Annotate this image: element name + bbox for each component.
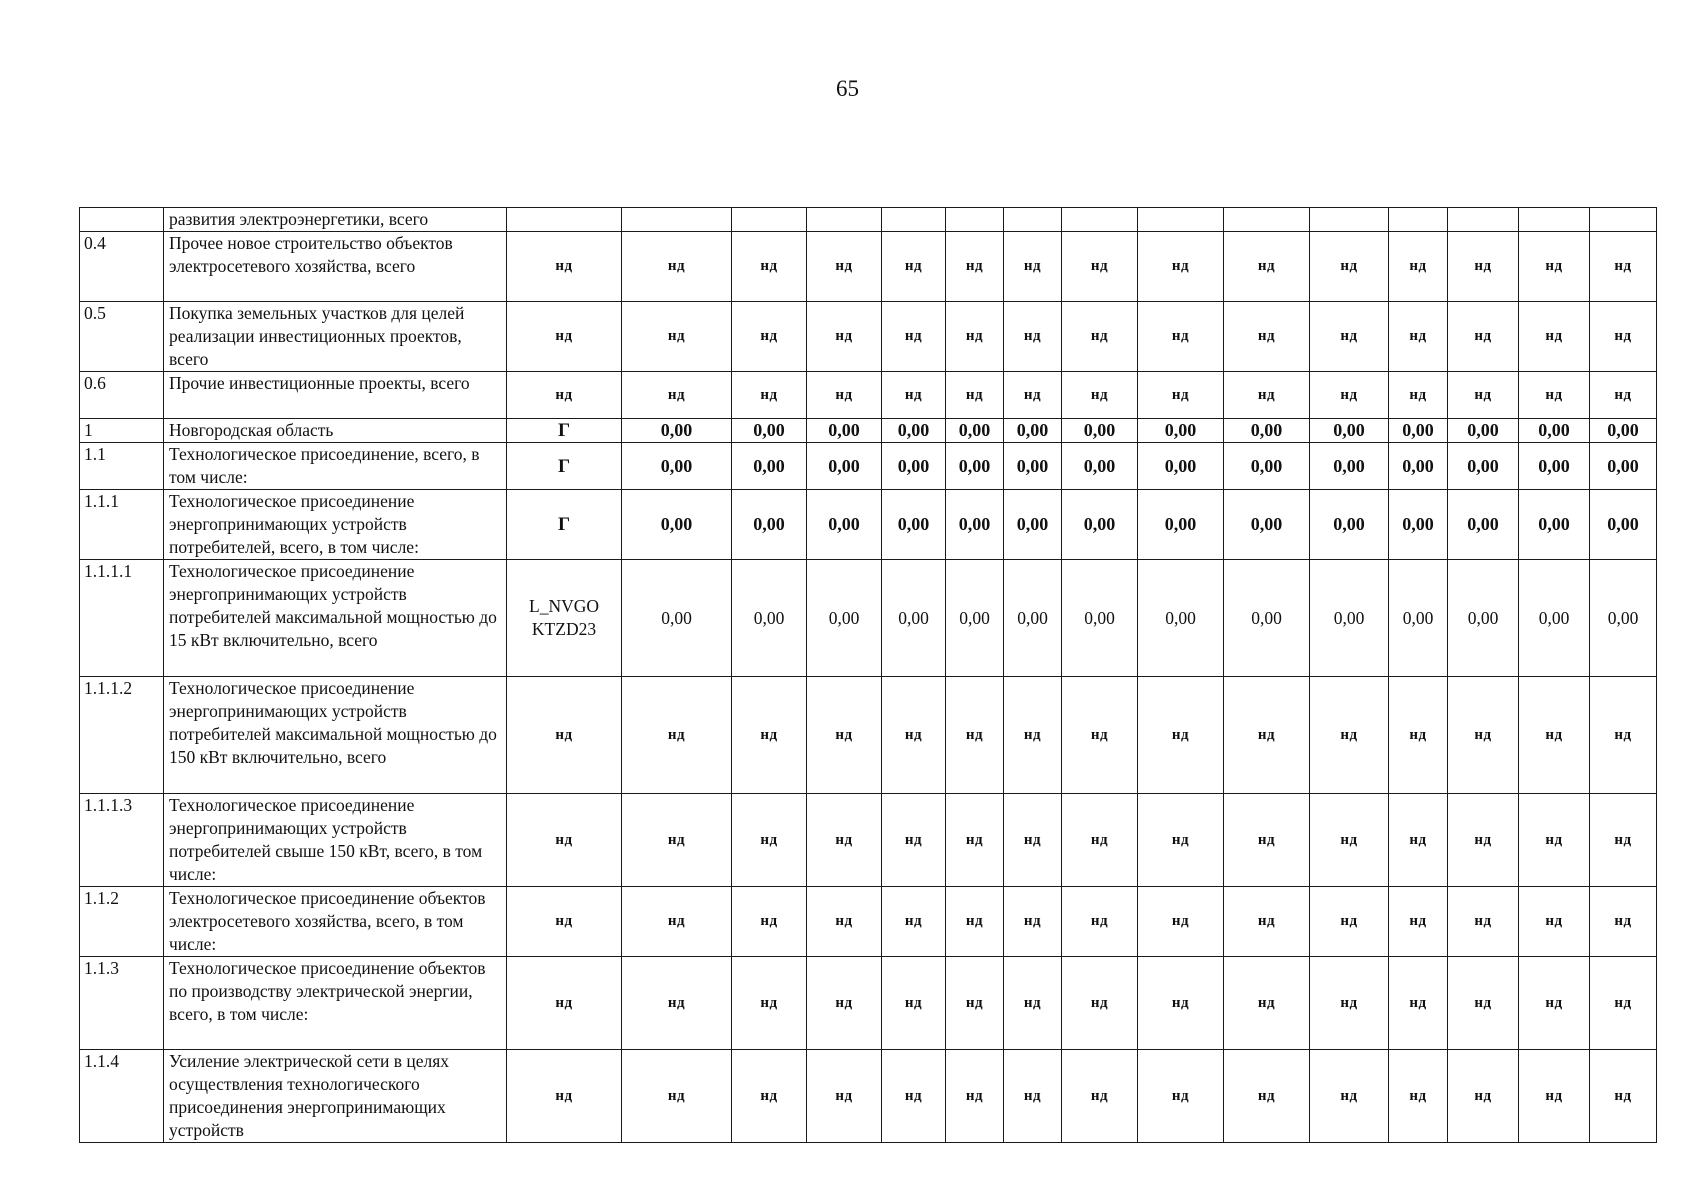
value-cell: 0,00 — [946, 419, 1004, 443]
row-number: 1.1.3 — [80, 957, 164, 1050]
value-cell: нд — [882, 957, 946, 1050]
value-cell: нд — [882, 794, 946, 887]
value-cell: нд — [1519, 372, 1590, 419]
table-body — [80, 208, 1657, 1143]
value-cell: нд — [732, 887, 807, 957]
value-cell: нд — [1004, 887, 1062, 957]
value-cell: нд — [1519, 302, 1590, 372]
value-cell: 0,00 — [1389, 560, 1448, 677]
value-cell: 0,00 — [882, 443, 946, 490]
value-cell: нд — [1138, 232, 1224, 302]
value-cell: 0,00 — [1224, 490, 1310, 560]
value-cell — [1448, 208, 1519, 232]
row-code: нд — [507, 677, 622, 794]
value-cell: нд — [622, 794, 732, 887]
value-cell: нд — [882, 1050, 946, 1143]
value-cell: нд — [1389, 1050, 1448, 1143]
value-cell: нд — [1519, 232, 1590, 302]
value-cell: нд — [1062, 1050, 1138, 1143]
value-cell: нд — [732, 372, 807, 419]
row-code: Г — [507, 490, 622, 560]
value-cell: нд — [1062, 372, 1138, 419]
value-cell: нд — [1310, 1050, 1389, 1143]
value-cell: нд — [1519, 957, 1590, 1050]
value-cell: нд — [1389, 372, 1448, 419]
row-number: 0.5 — [80, 302, 164, 372]
value-cell: нд — [1448, 957, 1519, 1050]
value-cell: 0,00 — [732, 443, 807, 490]
value-cell: 0,00 — [1590, 560, 1657, 677]
value-cell: 0,00 — [1062, 560, 1138, 677]
value-cell: 0,00 — [1448, 560, 1519, 677]
row-code: нд — [507, 887, 622, 957]
value-cell: нд — [946, 232, 1004, 302]
value-cell: 0,00 — [732, 419, 807, 443]
value-cell: нд — [882, 232, 946, 302]
row-code: нд — [507, 1050, 622, 1143]
row-code: нд — [507, 302, 622, 372]
value-cell — [622, 208, 732, 232]
value-cell: 0,00 — [1519, 560, 1590, 677]
row-name: Технологическое присоединение энергопринимающих устройств потребителей свыше 150 кВт, всего, в том числе: — [164, 794, 507, 887]
value-cell: нд — [1138, 887, 1224, 957]
value-cell: 0,00 — [1224, 443, 1310, 490]
value-cell: нд — [622, 302, 732, 372]
value-cell: нд — [1138, 677, 1224, 794]
table-row — [80, 490, 1657, 560]
table-row — [80, 957, 1657, 1050]
row-number — [80, 208, 164, 232]
value-cell: нд — [622, 887, 732, 957]
value-cell: 0,00 — [732, 490, 807, 560]
value-cell: нд — [1519, 794, 1590, 887]
value-cell — [807, 208, 882, 232]
table-row — [80, 560, 1657, 677]
value-cell: нд — [1590, 1050, 1657, 1143]
row-code: Г — [507, 443, 622, 490]
value-cell: 0,00 — [1590, 419, 1657, 443]
value-cell: нд — [807, 232, 882, 302]
value-cell: 0,00 — [622, 443, 732, 490]
value-cell: нд — [1004, 232, 1062, 302]
value-cell: нд — [1389, 794, 1448, 887]
value-cell — [732, 208, 807, 232]
value-cell: нд — [807, 887, 882, 957]
row-number: 1.1.4 — [80, 1050, 164, 1143]
value-cell: 0,00 — [1448, 419, 1519, 443]
value-cell: 0,00 — [1138, 419, 1224, 443]
table-row — [80, 419, 1657, 443]
value-cell: нд — [1138, 1050, 1224, 1143]
value-cell: нд — [1310, 957, 1389, 1050]
value-cell: нд — [622, 232, 732, 302]
value-cell: нд — [946, 887, 1004, 957]
value-cell: 0,00 — [882, 560, 946, 677]
value-cell: нд — [1004, 794, 1062, 887]
value-cell: 0,00 — [622, 490, 732, 560]
value-cell: нд — [1590, 887, 1657, 957]
value-cell — [946, 208, 1004, 232]
value-cell: нд — [807, 957, 882, 1050]
value-cell: нд — [807, 1050, 882, 1143]
row-number: 1 — [80, 419, 164, 443]
value-cell: нд — [1224, 302, 1310, 372]
value-cell: нд — [1590, 677, 1657, 794]
value-cell: нд — [1224, 232, 1310, 302]
row-code: нд — [507, 794, 622, 887]
value-cell — [1062, 208, 1138, 232]
value-cell: нд — [1224, 1050, 1310, 1143]
value-cell: нд — [882, 372, 946, 419]
value-cell: 0,00 — [1224, 419, 1310, 443]
value-cell: нд — [1448, 677, 1519, 794]
value-cell: нд — [732, 677, 807, 794]
value-cell: нд — [946, 677, 1004, 794]
value-cell: нд — [1004, 1050, 1062, 1143]
value-cell: нд — [1224, 794, 1310, 887]
value-cell: нд — [946, 794, 1004, 887]
value-cell: нд — [1310, 232, 1389, 302]
value-cell: 0,00 — [1590, 490, 1657, 560]
value-cell: нд — [1224, 887, 1310, 957]
value-cell: нд — [946, 302, 1004, 372]
value-cell: нд — [1138, 794, 1224, 887]
value-cell: нд — [807, 372, 882, 419]
value-cell: нд — [1138, 957, 1224, 1050]
value-cell: нд — [1448, 887, 1519, 957]
value-cell: нд — [1590, 794, 1657, 887]
value-cell: 0,00 — [1310, 560, 1389, 677]
value-cell: нд — [807, 794, 882, 887]
row-name: Технологическое присоединение, всего, в том числе: — [164, 443, 507, 490]
value-cell: 0,00 — [732, 560, 807, 677]
value-cell: 0,00 — [622, 419, 732, 443]
value-cell: нд — [622, 677, 732, 794]
table-row — [80, 794, 1657, 887]
value-cell: 0,00 — [807, 443, 882, 490]
value-cell: нд — [1448, 302, 1519, 372]
row-name: Покупка земельных участков для целей реализации инвестиционных проектов, всего — [164, 302, 507, 372]
value-cell — [1224, 208, 1310, 232]
value-cell: нд — [1004, 302, 1062, 372]
value-cell: нд — [1062, 887, 1138, 957]
investment-table — [79, 207, 1657, 1143]
value-cell: нд — [1389, 677, 1448, 794]
row-number: 1.1.1.2 — [80, 677, 164, 794]
value-cell: нд — [1224, 372, 1310, 419]
value-cell: 0,00 — [1519, 490, 1590, 560]
row-number: 1.1.1 — [80, 490, 164, 560]
value-cell — [1138, 208, 1224, 232]
row-name: Прочее новое строительство объектов электросетевого хозяйства, всего — [164, 232, 507, 302]
value-cell: 0,00 — [1004, 490, 1062, 560]
value-cell — [1389, 208, 1448, 232]
value-cell: 0,00 — [1519, 419, 1590, 443]
row-code — [507, 208, 622, 232]
value-cell: нд — [1004, 677, 1062, 794]
value-cell: нд — [1224, 677, 1310, 794]
value-cell: 0,00 — [807, 560, 882, 677]
value-cell: 0,00 — [1062, 443, 1138, 490]
value-cell: 0,00 — [882, 419, 946, 443]
value-cell: 0,00 — [1389, 419, 1448, 443]
value-cell: нд — [622, 1050, 732, 1143]
value-cell: нд — [1310, 302, 1389, 372]
row-name: Прочие инвестиционные проекты, всего — [164, 372, 507, 419]
value-cell — [1004, 208, 1062, 232]
value-cell: 0,00 — [882, 490, 946, 560]
row-number: 1.1.1.1 — [80, 560, 164, 677]
value-cell: нд — [1224, 957, 1310, 1050]
row-number: 0.6 — [80, 372, 164, 419]
value-cell: 0,00 — [1062, 490, 1138, 560]
value-cell: 0,00 — [1310, 419, 1389, 443]
table-row — [80, 443, 1657, 490]
row-code: L_NVGO KTZD23 — [507, 560, 622, 677]
value-cell: нд — [1590, 232, 1657, 302]
value-cell: 0,00 — [1004, 560, 1062, 677]
table-row — [80, 677, 1657, 794]
value-cell: 0,00 — [1138, 560, 1224, 677]
value-cell: нд — [946, 372, 1004, 419]
value-cell: нд — [1448, 232, 1519, 302]
value-cell: нд — [1062, 302, 1138, 372]
row-code: нд — [507, 957, 622, 1050]
value-cell: 0,00 — [622, 560, 732, 677]
value-cell: 0,00 — [1004, 443, 1062, 490]
value-cell: нд — [807, 302, 882, 372]
value-cell — [1519, 208, 1590, 232]
row-name: Технологическое присоединение объектов по производству электрической энергии, всего, в том числе: — [164, 957, 507, 1050]
value-cell: 0,00 — [1519, 443, 1590, 490]
value-cell: нд — [1389, 232, 1448, 302]
value-cell: 0,00 — [807, 419, 882, 443]
value-cell — [1310, 208, 1389, 232]
value-cell: нд — [807, 677, 882, 794]
row-number: 0.4 — [80, 232, 164, 302]
row-name: Технологическое присоединение энергопринимающих устройств потребителей, всего, в том числе: — [164, 490, 507, 560]
value-cell: 0,00 — [1389, 490, 1448, 560]
table-row — [80, 887, 1657, 957]
value-cell: нд — [732, 957, 807, 1050]
value-cell: 0,00 — [1448, 490, 1519, 560]
value-cell: нд — [946, 1050, 1004, 1143]
row-number: 1.1 — [80, 443, 164, 490]
value-cell: 0,00 — [946, 490, 1004, 560]
value-cell: нд — [1448, 372, 1519, 419]
value-cell: нд — [1590, 372, 1657, 419]
value-cell — [1590, 208, 1657, 232]
value-cell: 0,00 — [1224, 560, 1310, 677]
value-cell: нд — [1138, 302, 1224, 372]
table-row — [80, 372, 1657, 419]
value-cell: 0,00 — [1590, 443, 1657, 490]
value-cell: нд — [1062, 957, 1138, 1050]
row-name: Технологическое присоединение энергопринимающих устройств потребителей максимальной мощностью до 15 кВт включительно, всего — [164, 560, 507, 677]
row-name: Технологическое присоединение объектов электросетевого хозяйства, всего, в том числе: — [164, 887, 507, 957]
table-row — [80, 232, 1657, 302]
row-code: нд — [507, 232, 622, 302]
value-cell: нд — [732, 794, 807, 887]
table-row — [80, 302, 1657, 372]
value-cell: 0,00 — [807, 490, 882, 560]
value-cell: нд — [1389, 887, 1448, 957]
value-cell: 0,00 — [1389, 443, 1448, 490]
value-cell: нд — [732, 1050, 807, 1143]
value-cell: 0,00 — [946, 443, 1004, 490]
value-cell: нд — [1448, 794, 1519, 887]
value-cell: нд — [1062, 794, 1138, 887]
value-cell: нд — [882, 302, 946, 372]
value-cell: нд — [732, 232, 807, 302]
value-cell: 0,00 — [1310, 490, 1389, 560]
value-cell: нд — [1310, 372, 1389, 419]
value-cell: нд — [946, 957, 1004, 1050]
value-cell: нд — [882, 887, 946, 957]
value-cell: нд — [1310, 887, 1389, 957]
row-number: 1.1.2 — [80, 887, 164, 957]
value-cell: нд — [1310, 794, 1389, 887]
row-name: Усиление электрической сети в целях осуществления технологического присоединения энергопринимающих устройств — [164, 1050, 507, 1143]
value-cell: нд — [1004, 957, 1062, 1050]
value-cell: нд — [732, 302, 807, 372]
row-name: развития электроэнергетики, всего — [164, 208, 507, 232]
value-cell: нд — [1062, 232, 1138, 302]
row-number: 1.1.1.3 — [80, 794, 164, 887]
value-cell: нд — [1590, 957, 1657, 1050]
value-cell: нд — [1062, 677, 1138, 794]
value-cell: нд — [1310, 677, 1389, 794]
value-cell: нд — [622, 372, 732, 419]
table-row — [80, 1050, 1657, 1143]
value-cell: 0,00 — [1004, 419, 1062, 443]
value-cell: нд — [622, 957, 732, 1050]
value-cell: 0,00 — [1138, 443, 1224, 490]
value-cell: нд — [1389, 302, 1448, 372]
value-cell: 0,00 — [1310, 443, 1389, 490]
row-name: Технологическое присоединение энергопринимающих устройств потребителей максимальной мощностью до 150 кВт включительно, всего — [164, 677, 507, 794]
value-cell: нд — [1448, 1050, 1519, 1143]
row-name: Новгородская область — [164, 419, 507, 443]
value-cell: нд — [882, 677, 946, 794]
value-cell: нд — [1519, 887, 1590, 957]
value-cell: нд — [1004, 372, 1062, 419]
value-cell: 0,00 — [1062, 419, 1138, 443]
table-row — [80, 208, 1657, 232]
value-cell: нд — [1519, 677, 1590, 794]
value-cell: 0,00 — [946, 560, 1004, 677]
value-cell: нд — [1519, 1050, 1590, 1143]
value-cell: нд — [1590, 302, 1657, 372]
page-number: 65 — [836, 76, 859, 101]
value-cell: 0,00 — [1138, 490, 1224, 560]
value-cell: нд — [1389, 957, 1448, 1050]
value-cell: нд — [1138, 372, 1224, 419]
value-cell: 0,00 — [1448, 443, 1519, 490]
row-code: Г — [507, 419, 622, 443]
row-code: нд — [507, 372, 622, 419]
value-cell — [882, 208, 946, 232]
